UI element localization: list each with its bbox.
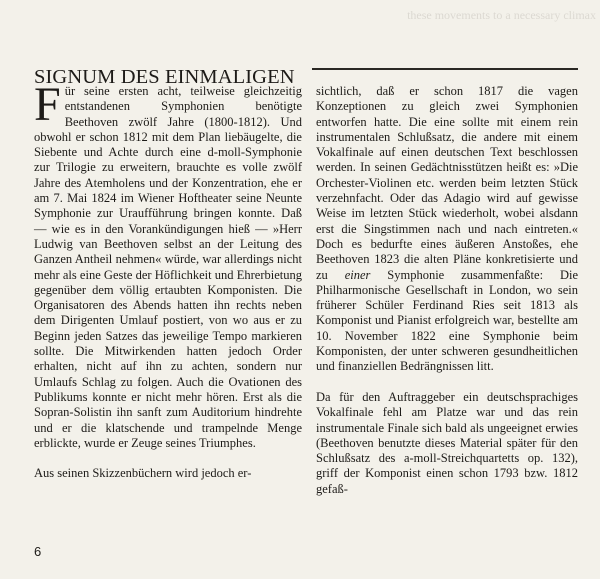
emphasis-einer: einer	[344, 267, 371, 282]
left-column	[34, 78, 302, 482]
bleed-through-text: these movements to a necessary climax	[407, 8, 596, 22]
left-paragraph-1	[34, 78, 302, 451]
right-paragraph-2: Da für den Auftraggeber ein deutschsprachiges Vokalfinale fehl am Platze war und das rein instrumentale Finale sich bald als ungeeignet erwies (Beethoven benutzte dieses Material später für den Schlußsatz des a-moll-Streichquartetts op. 132), griff der Komponist einen schon 1793 bzw. 1812 gefaß-	[316, 389, 578, 496]
left-paragraph-2: Aus seinen Skizzenbüchern wird jedoch er-	[34, 466, 252, 481]
right-paragraph-1	[316, 84, 578, 375]
right-paragraph-1-a: sichtlich, daß er schon 1817 die vagen Konzeptionen zu gleich zwei Symphonien entworfen hatte. Die eine sollte mit einem rein instrumentalen Schlußsatz, die andere mit einem Vokalfinale auf einen deutschen Text beschlossen werden. In seinen Gedächtnisstützen heißt es: »Die Orchester-Violinen etc. werden beim letzten Stück verzehnfacht. Oder das Adagio wird auf gewisse Weise im letzten Stück wiederholt, wobei alsdann erst die Singstimmen nach und nach eintreten.« Doch es bedurfte eines äußeren Anstoßes, ehe Beethoven 1823 die alten Pläne konkretisierte und zu	[316, 84, 578, 282]
title-rule	[312, 68, 578, 70]
left-paragraph-1-text: ür seine ersten acht, teilweise gleichzeitig entstandenen Symphonien benötigte Beethoven zwölf Jahre (1800-1812). Und obwohl er schon 1812 mit dem Plan liebäugelte, die Siebente und Achte durch eine d-moll-Symphonie zur Trilogie zu erweitern, brauchte es volle zwölf Jahre des Atemholens und der Konzentration, ehe er am 7. Mai 1824 im Wiener Hoftheater seine Neunte Symphonie zur Uraufführung bringen konnte. Daß — wie es in den Vorankündigungen hieß — »Herr Ludwig van Beethoven selbst an der Leitung des Ganzen Antheil nehmen« würde, war allerdings nicht mehr als eine Geste der Höflichkeit und Ehrerbietung gegenüber dem völlig ertaubten Komponisten. Die Organisatoren des Abends hatten ihn rechts neben dem Dirigenten Umlauf postiert, von wo aus er zu Beginn jeden Satzes das jeweilige Tempo markieren sollte. Die Mitwirkenden hatten jedoch Order erhalten, nicht auf ihn zu achten, sondern nur Umlaufs Schlag zu folgen. Auch die Ovationen des Publikums konnte er nicht mehr hören. Erst als die Sopran-Solistin ihn sanft zum Auditorium hindrehte und er die klatschende und trampelnde Menge erblickte, wurde er Zeuge seines Triumphes.	[34, 84, 302, 450]
page-title: SIGNUM DES EINMALIGEN	[34, 65, 295, 88]
right-column	[316, 84, 578, 497]
right-paragraph-1-b: Symphonie zusammenfaßte: Die Philharmonische Gesellschaft in London, wo sein früherer Schüler Ferdinand Ries seit 1813 als Komponist und Pianist erfolgreich war, bestellte am 10. November 1822 eine Symphonie beim Komponisten, der unter schweren gesundheitlichen und finanziellen Bedrängnissen litt.	[316, 267, 578, 374]
drop-cap: F	[34, 78, 61, 131]
page-number: 6	[34, 544, 42, 559]
